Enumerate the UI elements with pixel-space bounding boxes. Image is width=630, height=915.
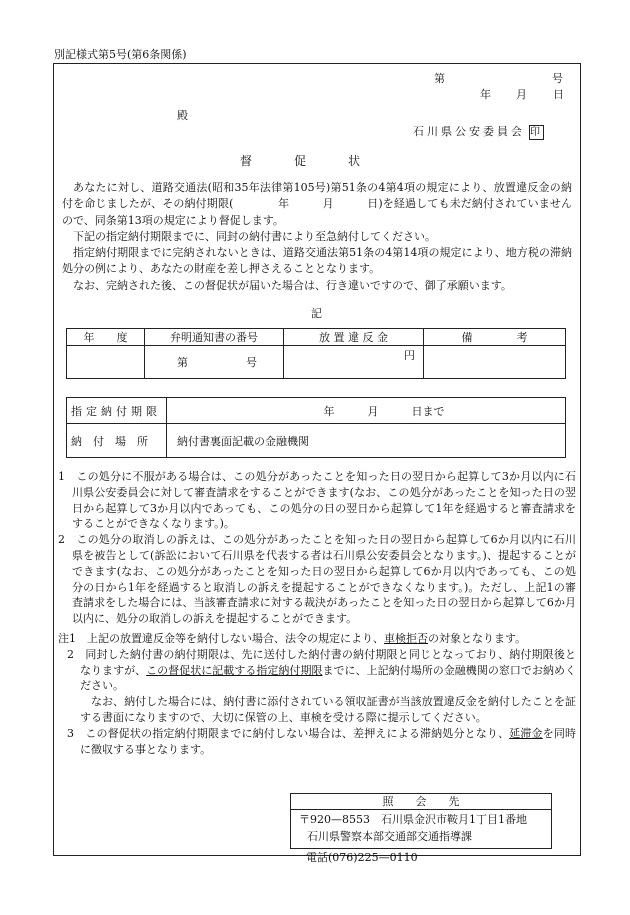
- date-day: 日: [553, 88, 564, 101]
- date-month: 月: [516, 88, 527, 101]
- note-2-sub: なお、納付した場合には、納付書に添付されている領収証書が当該放置違反金を納付したことを証する書面になりますので、大切に保管の上、車検を受ける際に提示してください。: [80, 695, 576, 724]
- deadline-value: 年 月 日まで: [167, 398, 566, 424]
- clause-2-text: この処分の取消しの訴えは、この処分があったことを知った日の翌日から起算して6か月以内に石川県を被告として(訴訟において石川県を代表する者は石川県公安委員会となります。)、提起することができます(なお、この処分があったことを知った日の翌日から起算して6か月以内であっても、この処分の日から1年を経過すると取消しの訴えを提起することができなくなります。)。ただし、上記1の審査請求をした場合には、当該審査請求に対する裁決があったことを知った日の翌日から起算して6か月以内に、処分の取消しの訴えを提起することができます。: [72, 533, 577, 626]
- document-title: 督 促 状: [240, 154, 367, 168]
- cell-penalty-amount: [284, 346, 424, 379]
- notes-section: [58, 631, 576, 757]
- payment-table: [66, 397, 566, 458]
- note-2-text: 同封した納付書の納付期限は、先に送付した納付書の納付期限と同じとなっており、納付期限後となりますが、: [80, 647, 576, 677]
- header-notice-number: 弁明通知書の番号: [145, 329, 284, 346]
- clause-2-number: 2: [58, 533, 65, 547]
- note-3-text: この督促状の指定納付期限までに納付しない場合は、差押えによる滞納処分となり、: [85, 726, 510, 740]
- contact-heading: 照 会 先: [291, 794, 551, 810]
- issuer-name: [413, 123, 544, 140]
- addressee-suffix: 殿: [177, 109, 188, 122]
- contact-box: [290, 793, 552, 849]
- note-3: [58, 726, 576, 758]
- appeal-clauses: [58, 469, 576, 627]
- note-2-tail: までに、上記納付場所の金融機関の窓口でお納めください。: [80, 663, 577, 693]
- body-paragraph-1: あなたに対し、道路交通法(昭和35年法律第105号)第51条の4第4項の規定により、放置違反金の納付を命じましたが、その納付期限( 年 月 日)を経過しても未だ納付されていませんので、同条第13項の規定により督促します。: [62, 181, 572, 227]
- note-3-tail: を同時に徴収する事となります。: [80, 726, 577, 756]
- contact-phone: 電話(076)225—0110: [306, 851, 418, 864]
- contact-address: 〒920—8553 石川県金沢市鞍月1丁目1番地: [299, 813, 527, 826]
- amount-unit: 円: [404, 349, 415, 362]
- notice-number-prefix: 第: [177, 356, 188, 369]
- note-1-text: 上記の放置違反金等を納付しない場合、法令の規定により、: [87, 632, 384, 645]
- body-paragraph-4: なお、完納された後、この督促状が届いた場合は、行き違いですので、御了承願います。: [73, 278, 512, 292]
- notice-table: [66, 328, 566, 379]
- header-remarks: 備 考: [424, 329, 566, 346]
- note-1-tail: の対象となります。: [428, 632, 527, 645]
- note-1: [58, 631, 576, 647]
- form-reference: 別記様式第5号(第6条関係): [54, 48, 187, 61]
- note-2-underlined: この督促状に記載する指定納付期限: [146, 663, 323, 677]
- note-3-prefix: 3: [67, 726, 74, 740]
- body-text: [62, 180, 572, 294]
- issuer-text: 石川県公安委員会: [413, 125, 525, 138]
- ki-heading: 記: [311, 307, 322, 320]
- clause-1-text: この処分に不服がある場合は、この処分があったことを知った日の翌日から起算して3か月以内に石川県公安委員会に対して審査請求をすることができます(なお、この処分があったことを知った日の翌日から起算して3か月以内であっても、この処分の日の翌日から起算して1年を経過すると審査請求をすることができなくなります。)。: [72, 470, 577, 531]
- clause-1: [58, 469, 576, 532]
- notice-number-suffix: 号: [246, 356, 257, 369]
- cell-notice-number: [145, 346, 284, 379]
- date-year: 年: [480, 88, 491, 101]
- header-fiscal-year: 年 度: [67, 329, 145, 346]
- note-1-prefix: 注1: [58, 632, 76, 645]
- seal-mark: 印: [530, 126, 543, 138]
- header-penalty-amount: 放 置 違 反 金: [284, 329, 424, 346]
- note-2-prefix: 2: [67, 647, 74, 661]
- body-paragraph-2: 下記の指定納付期限までに、同封の納付書により至急納付してください。: [73, 229, 436, 243]
- note-1-underlined: 車検拒否: [384, 632, 428, 645]
- document-number-prefix: 第: [434, 72, 445, 85]
- clause-2: [58, 532, 576, 627]
- cell-fiscal-year: [67, 346, 145, 379]
- deadline-label: 指定納付期限: [67, 398, 167, 424]
- clause-1-number: 1: [58, 470, 65, 483]
- body-paragraph-3: 指定納付期限までに完納されないときは、道路交通法第51条の4第14項の規定により、地方税の滞納処分の例により、あなたの財産を差し押さえることとなります。: [62, 246, 572, 276]
- payment-place-label: 納 付 場 所: [67, 424, 167, 458]
- contact-department: 石川県警察本部交通部交通指導課: [307, 830, 472, 843]
- note-2: [58, 647, 576, 694]
- document-number-suffix: 号: [552, 72, 563, 85]
- note-3-underlined: 延滞金: [509, 726, 543, 740]
- payment-place-value: 納付書裏面記載の金融機関: [167, 424, 566, 458]
- cell-remarks: [424, 346, 566, 379]
